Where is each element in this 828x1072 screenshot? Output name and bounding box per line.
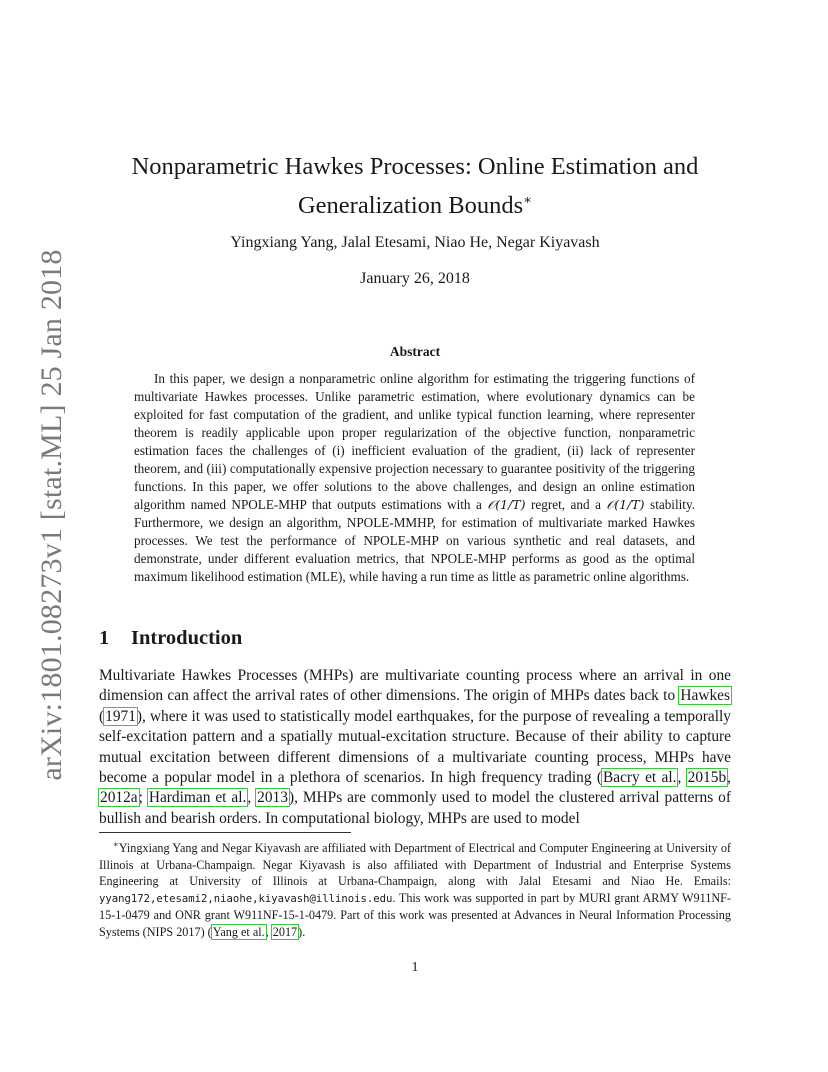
paper-title — [100, 150, 730, 222]
citation-link-2013[interactable]: 2013 — [257, 789, 288, 807]
arxiv-identifier-stamp: arXiv:1801.08273v1 [stat.ML] 25 Jan 2018 — [35, 249, 68, 781]
abstract-part-1: In this paper, we design a nonparametric online algorithm for estimating the triggering functions of multivariate Hawkes processes. Unlike parametric estimation, where evolutionary dynamics can be exploited for fast computation of the gradient, and unlike typical function learning, where representer theorem is readily applicable upon proper regularization of the objective function, nonparametric estimation faces the challenges of (i) inefficient evaluation of the gradient, (ii) lack of representer theorem, and (iii) computationally expensive projection necessary to guarantee positivity of the triggering functions. In this paper, we offer solutions to the above challenges, and design an online estimation algorithm named NPOLE-MHP that outputs estimations with a — [134, 371, 695, 512]
title-line-1: Nonparametric Hawkes Processes: Online Estimation and — [131, 153, 699, 180]
introduction-paragraph — [99, 666, 731, 829]
intro-text: , — [677, 769, 687, 787]
footnote-text: Yingxiang Yang and Negar Kiyavash are affiliated with Department of Electrical and Computer Engineering at University of Illinois at Urbana-Champaign. Negar Kiyavash is also affiliated with Department of Industrial and Enterprise Systems Engineering at University of Illinois at Urbana-Champaign, along with Jalal Etesami and Niao He. Emails: — [99, 841, 731, 889]
abstract-part-2: regret, and a — [525, 497, 607, 512]
abstract-part-3: stability. Furthermore, we design an algorithm, NPOLE-MMHP, for estimation of multivariate marked Hawkes processes. We test the performance of NPOLE-MHP on various synthetic and real datasets, and demonstrate, under different evaluation metrics, that NPOLE-MHP performs as good as the optimal maximum likelihood estimation (MLE), while having a run time as little as parametric online algorithms. — [134, 497, 695, 584]
citation-link-yang[interactable]: Yang et al. — [212, 924, 265, 939]
intro-text: ), MHPs are commonly used to model the clustered arrival patterns of bullish and bearish orders. In computational biology, MHPs are used to model — [99, 789, 731, 827]
citation-link-2017[interactable]: 2017 — [272, 924, 298, 939]
citation-link-hawkes[interactable]: Hawkes — [680, 687, 730, 705]
footnote-text: ). — [298, 924, 306, 939]
title-footnote-mark[interactable]: ∗ — [523, 192, 533, 207]
intro-text: ( — [99, 707, 105, 725]
abstract-text — [134, 370, 695, 586]
citation-link-hardiman[interactable]: Hardiman et al. — [148, 789, 247, 807]
intro-text: Multivariate Hawkes Processes (MHPs) are multivariate counting process where an arrival in one dimension can affect the arrival rates of other dimensions. The origin of MHPs dates back to — [99, 667, 731, 705]
section-title: Introduction — [131, 627, 243, 649]
citation-link-2015b[interactable]: 2015b — [687, 769, 727, 787]
abstract-heading: Abstract — [389, 344, 441, 359]
citation-link-1971[interactable]: 1971 — [105, 707, 136, 725]
publication-date: January 26, 2018 — [360, 270, 470, 287]
intro-text: , — [727, 769, 731, 787]
title-line-2 — [100, 183, 730, 222]
page-number: 1 — [411, 960, 419, 975]
title-line-2-text: Generalization Bounds — [297, 192, 524, 219]
author-emails: yyang172,etesami2,niaohe,kiyavash@illinois.edu — [99, 892, 393, 905]
section-number: 1 — [99, 627, 110, 649]
footnote-mark: ∗ — [113, 839, 119, 849]
footnote-divider — [99, 832, 351, 833]
abstract-regret-bound: 𝒪(1/T) — [487, 497, 526, 512]
citation-link-bacry[interactable]: Bacry et al. — [603, 769, 677, 787]
intro-text: , — [247, 789, 257, 807]
footnote — [99, 836, 731, 940]
footnote-text: , — [265, 924, 272, 939]
footnote-text: . This work was supported in part by MURI grant ARMY W911NF-15-1-0479 and ONR grant W911NF-15-1-0479. Part of this work was presented at Advances in Neural Information Processing Systems (NIPS 2017) ( — [99, 890, 731, 939]
intro-text: ; — [138, 789, 148, 807]
section-heading-introduction — [99, 627, 242, 650]
citation-link-2012a[interactable]: 2012a — [100, 789, 138, 807]
author-list: Yingxiang Yang, Jalal Etesami, Niao He, Negar Kiyavash — [230, 234, 600, 251]
intro-text: ), where it was used to statistically model earthquakes, for the purpose of revealing a temporally self-excitation pattern and a spatially mutual-excitation structure. Because of their ability to capture mutual excitation between different dimensions of a multivariate counting process, MHPs have become a popular model in a plethora of scenarios. In high frequency trading ( — [99, 707, 731, 787]
abstract-stability-bound: 𝒪(1/T) — [606, 497, 645, 512]
